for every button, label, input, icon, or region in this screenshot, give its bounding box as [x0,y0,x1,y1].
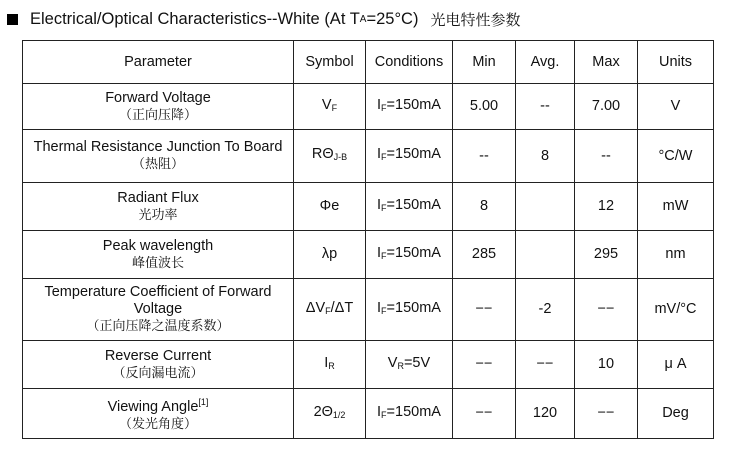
condition-value: =150mA [386,244,441,261]
units-cell: mW [638,183,714,231]
condition-var: I [377,146,382,162]
header-max: Max [575,41,638,84]
units-cell: μ A [638,341,714,389]
table-row [23,183,714,231]
condition-value: =150mA [386,96,441,113]
symbol-cell [294,84,366,130]
table-row [23,389,714,439]
conditions-cell [366,389,453,439]
table-row [23,231,714,279]
parameter-name: Viewing Angle [107,398,199,415]
table-row [23,130,714,183]
symbol-main: I [324,354,329,371]
symbol-subscript: R [328,360,335,371]
min-cell: 285 [453,231,516,279]
symbol-cell [294,279,366,341]
condition-subscript: F [381,409,387,420]
parameter-cell [23,389,294,439]
min-cell: 5.00 [453,84,516,130]
parameter-cell [23,183,294,231]
condition-subscript: F [381,202,387,213]
conditions-cell [366,183,453,231]
parameter-footnote: [1] [198,397,209,408]
condition-var: I [377,299,382,316]
parameter-cell [23,130,294,183]
section-title [3,4,520,34]
header-units: Units [638,41,714,84]
parameter-name-cn: 光功率 [138,207,178,223]
condition-value: =5V [403,354,431,371]
condition-value: =150mA [386,299,441,316]
condition-subscript: R [397,360,404,371]
symbol-main: Φe [319,198,340,214]
symbol-subscript: F [331,102,338,113]
max-cell: 10 [575,341,638,389]
max-cell: −− [575,279,638,341]
parameter-name: Forward Voltage [105,89,211,106]
condition-var: I [377,96,382,113]
parameter-cell [23,231,294,279]
symbol-cell [294,130,366,183]
max-cell: 295 [575,231,638,279]
units-cell: V [638,84,714,130]
conditions-cell [366,84,453,130]
avg-cell [516,183,575,231]
min-cell: −− [453,279,516,341]
condition-value: =150mA [386,196,441,213]
max-cell: 12 [575,183,638,231]
symbol-subscript: J-B [333,152,348,162]
symbol-main: V [321,96,332,113]
avg-cell: −− [516,341,575,389]
parameter-name: Thermal Resistance Junction To Board [33,139,283,155]
symbol-cell [294,389,366,439]
condition-value: =150mA [386,146,441,162]
header-row [23,41,714,84]
parameter-name: Temperature Coefficient of Forward Voltage [44,284,272,317]
header-conditions: Conditions [366,41,453,84]
title-text: Electrical/Optical Characteristics--White (At T [30,9,360,28]
header-avg: Avg. [516,41,575,84]
symbol-after: /ΔT [330,299,354,316]
condition-subscript: F [381,305,387,316]
title-subscript: A [359,13,367,25]
symbol-main: 2Θ [313,403,333,420]
conditions-cell [366,341,453,389]
units-cell: mV/°C [638,279,714,341]
black-square-bullet-icon [7,14,18,25]
avg-cell [516,231,575,279]
avg-cell: -2 [516,279,575,341]
min-cell: −− [453,389,516,439]
conditions-cell [366,279,453,341]
title-text-after: =25°C) [366,9,419,28]
min-cell: −− [453,341,516,389]
condition-value: =150mA [386,403,441,420]
parameter-name: Reverse Current [104,347,212,364]
parameter-name: Peak wavelength [102,237,214,254]
avg-cell: -- [516,84,575,130]
max-cell: −− [575,389,638,439]
symbol-main: ΔV [305,299,326,316]
symbol-main: λp [321,246,338,262]
avg-cell: 120 [516,389,575,439]
units-cell: Deg [638,389,714,439]
characteristics-table [22,40,714,439]
header-symbol: Symbol [294,41,366,84]
parameter-name-cn: （反向漏电流） [112,365,204,381]
symbol-subscript: F [325,305,331,316]
parameter-cell [23,279,294,341]
symbol-subscript: 1/2 [332,409,346,420]
avg-cell: 8 [516,130,575,183]
units-cell: nm [638,231,714,279]
header-parameter: Parameter [23,41,294,84]
parameter-name: Radiant Flux [117,189,199,206]
parameter-cell [23,84,294,130]
condition-subscript: F [381,152,387,162]
symbol-cell [294,341,366,389]
symbol-cell [294,231,366,279]
parameter-name-cn: （发光角度） [118,416,197,432]
table-row [23,84,714,130]
min-cell: 8 [453,183,516,231]
symbol-cell [294,183,366,231]
condition-subscript: F [381,250,387,261]
condition-var: V [387,354,398,371]
parameter-name-cn: （正向压降） [118,107,197,123]
condition-var: I [377,244,382,261]
units-cell: °C/W [638,130,714,183]
max-cell: 7.00 [575,84,638,130]
table-row [23,341,714,389]
condition-var: I [377,403,382,420]
condition-var: I [377,196,382,213]
parameter-name-cn: 峰值波长 [131,255,184,271]
max-cell: -- [575,130,638,183]
min-cell: -- [453,130,516,183]
title-chinese: 光电特性参数 [430,10,521,29]
conditions-cell [366,130,453,183]
parameter-name-cn: （热阻） [131,157,184,172]
condition-subscript: F [381,102,387,113]
parameter-cell [23,341,294,389]
symbol-main: RΘ [311,146,334,162]
header-min: Min [453,41,516,84]
parameter-name-cn: （正向压降之温度系数） [86,319,230,334]
table-row [23,279,714,341]
conditions-cell [366,231,453,279]
